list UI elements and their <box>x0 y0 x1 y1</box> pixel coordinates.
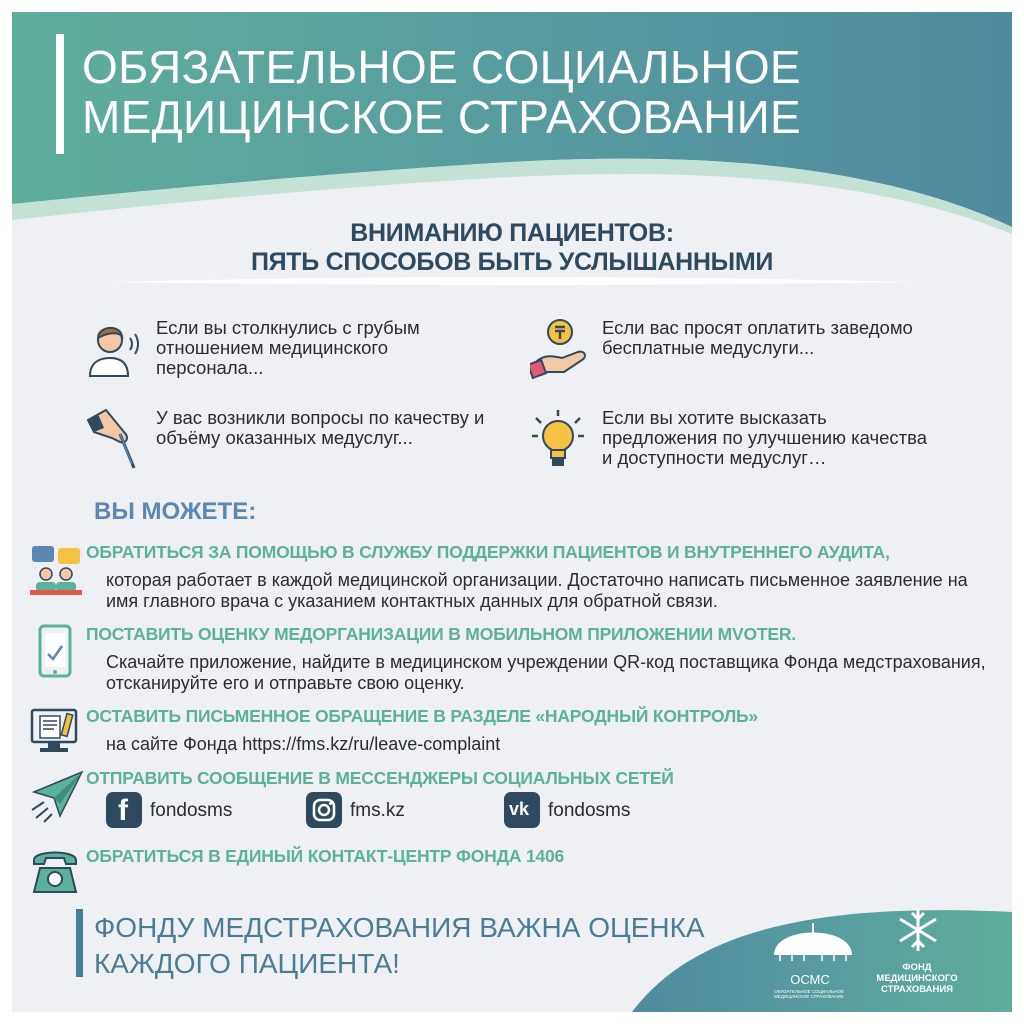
footer-line-2: КАЖДОГО ПАЦИЕНТА! <box>94 948 400 979</box>
option-heading: ОТПРАВИТЬ СООБЩЕНИЕ В МЕССЕНДЖЕРЫ СОЦИАЛЬНЫХ СЕТЕЙ <box>86 768 674 788</box>
you-can-heading: ВЫ МОЖЕТЕ: <box>94 498 257 525</box>
phone-app-icon <box>30 624 90 684</box>
osms-logo-text: ОСМС <box>790 972 830 987</box>
case-text: Если вас просят оплатить заведомо бесплатные медуслуги... <box>602 317 913 358</box>
coin-hand-icon <box>530 318 594 382</box>
social-label: fondosms <box>150 800 233 821</box>
option-heading: ПОСТАВИТЬ ОЦЕНКУ МЕДОРГАНИЗАЦИИ В МОБИЛЬНОМ ПРИЛОЖЕНИИ MVOTER. <box>86 624 796 644</box>
lightbulb-icon <box>530 408 594 472</box>
title-accent-bar <box>56 34 64 154</box>
title-line-1: ОБЯЗАТЕЛЬНОЕ СОЦИАЛЬНОЕ <box>82 41 801 93</box>
speaking-person-icon <box>84 318 148 382</box>
hand-pen-icon <box>84 408 148 472</box>
footer-message <box>94 910 705 982</box>
title-line-2: МЕДИЦИНСКОЕ СТРАХОВАНИЕ <box>82 91 801 143</box>
attention-subheading: ПЯТЬ СПОСОБОВ БЫТЬ УСЛЫШАННЫМИ <box>250 248 774 276</box>
option-heading: ОБРАТИТЬСЯ В ЕДИНЫЙ КОНТАКТ-ЦЕНТР ФОНДА 1406 <box>86 846 565 866</box>
option-body: на сайте Фонда https://fms.kz/ru/leave-complaint <box>106 734 501 754</box>
social-label: fms.kz <box>350 800 405 821</box>
footer-accent-bar <box>76 909 83 977</box>
telephone-icon <box>30 846 90 906</box>
fund-snowflake-logo-icon <box>890 905 946 955</box>
footer-line-1: ФОНДУ МЕДСТРАХОВАНИЯ ВАЖНА ОЦЕНКА <box>94 912 705 943</box>
option-heading: ОБРАТИТЬСЯ ЗА ПОМОЩЬЮ В СЛУЖБУ ПОДДЕРЖКИ ПАЦИЕНТОВ И ВНУТРЕННЕГО АУДИТА, <box>86 542 890 562</box>
option-body: которая работает в каждой медицинской организации. Достаточно написать письменное заявление на имя главного врача с указанием контактных данных для обратной связи. <box>106 570 968 611</box>
case-text: У вас возникли вопросы по качеству и объёму оказанных медуслуг... <box>156 407 485 448</box>
case-text: Если вы хотите высказать предложения по улучшению качества и доступности медуслуг… <box>602 407 928 468</box>
vk-icon: vk <box>504 792 540 828</box>
instagram-icon <box>306 792 342 828</box>
social-label: fondosms <box>548 800 631 821</box>
osms-logo-subtext: ОБЯЗАТЕЛЬНОЕ СОЦИАЛЬНОЕ МЕДИЦИНСКОЕ СТРАХОВАНИЕ <box>774 989 844 999</box>
support-chat-icon <box>30 542 90 602</box>
option-heading: ОСТАВИТЬ ПИСЬМЕННОЕ ОБРАЩЕНИЕ В РАЗДЕЛЕ «НАРОДНЫЙ КОНТРОЛЬ» <box>86 706 758 726</box>
facebook-icon: f <box>106 792 142 828</box>
document-monitor-icon <box>30 706 90 766</box>
instagram-glyph <box>306 792 342 828</box>
paper-plane-icon <box>30 768 90 828</box>
attention-heading: ВНИМАНИЮ ПАЦИЕНТОВ: <box>350 219 674 247</box>
fund-logo-text: ФОНД МЕДИЦИНСКОГО СТРАХОВАНИЯ <box>876 962 958 995</box>
poster <box>12 12 1012 1012</box>
heading-underline <box>112 274 912 288</box>
case-text: Если вы столкнулись с грубым отношением медицинского персонала... <box>156 317 420 378</box>
option-body: Скачайте приложение, найдите в медицинском учреждении QR-код поставщика Фонда медстрахования, отсканируйте его и отправьте свою оценку. <box>106 652 986 693</box>
page-title <box>82 42 801 142</box>
